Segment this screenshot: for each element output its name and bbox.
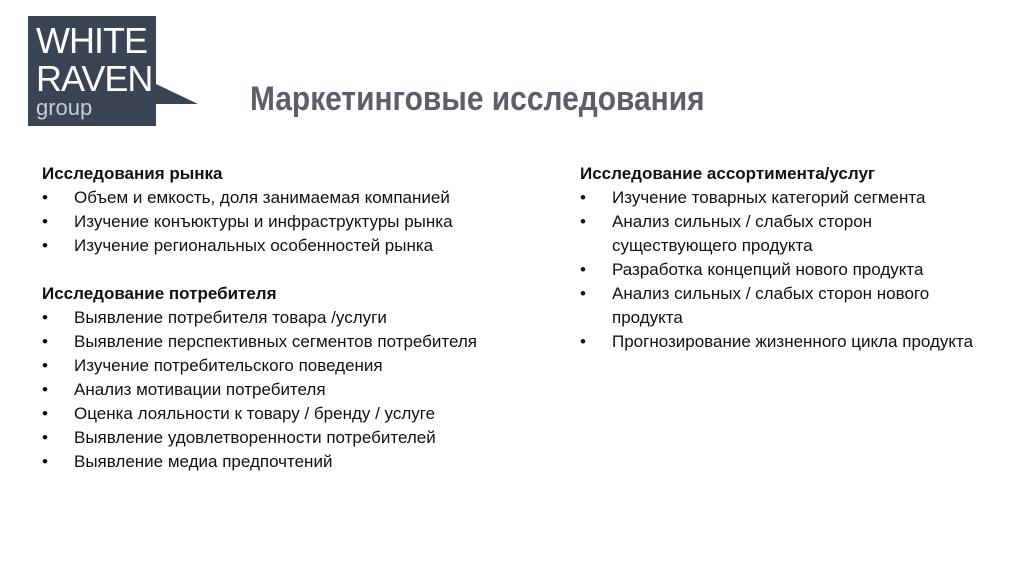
- list-item: [42, 186, 562, 210]
- bullet-marker: •: [580, 332, 586, 351]
- list-item: [42, 378, 562, 402]
- list-item: [42, 402, 562, 426]
- list-item-text: Изучение региональных особенностей рынка: [74, 236, 434, 255]
- list-item: [42, 306, 562, 330]
- section-spacer: [42, 258, 562, 282]
- logo-word-white: WHITE: [36, 20, 147, 61]
- section-heading-consumer: Исследование потребителя: [42, 284, 277, 303]
- bullet-marker: •: [42, 212, 48, 231]
- list-item-text: Выявление потребителя товара /услуги: [74, 308, 387, 327]
- bullet-marker: •: [42, 236, 48, 255]
- logo-word-group: group: [36, 95, 93, 120]
- section-heading-assortment: Исследование ассортимента/услуг: [580, 164, 875, 183]
- list-item-text: Анализ сильных / слабых сторон нового продукта: [612, 284, 930, 327]
- bullet-marker: •: [580, 188, 586, 207]
- left-column: [42, 162, 562, 474]
- list-item-text: Разработка концепций нового продукта: [612, 260, 924, 279]
- list-item: [42, 330, 562, 354]
- bullet-marker: •: [580, 284, 586, 303]
- list-item: [42, 426, 562, 450]
- list-item: [580, 282, 1000, 330]
- bullet-marker: •: [42, 356, 48, 375]
- list-item-text: Прогнозирование жизненного цикла продукта: [612, 332, 974, 351]
- bullet-marker: •: [42, 380, 48, 399]
- bullet-marker: •: [580, 260, 586, 279]
- bullet-marker: •: [42, 404, 48, 423]
- list-item-text: Анализ мотивации потребителя: [74, 380, 326, 399]
- list-item-text: Выявление перспективных сегментов потребителя: [74, 332, 478, 351]
- list-item: [580, 330, 1000, 354]
- consumer-research-list: [42, 306, 562, 474]
- list-item-text: Анализ сильных / слабых сторон существующего продукта: [612, 212, 873, 255]
- bullet-marker: •: [42, 308, 48, 327]
- bullet-marker: •: [42, 188, 48, 207]
- bullet-marker: •: [42, 428, 48, 447]
- page-title: Маркетинговые исследования: [250, 80, 705, 118]
- list-item: [42, 210, 562, 234]
- market-research-list: [42, 186, 562, 258]
- list-item-text: Выявление медиа предпочтений: [74, 452, 333, 471]
- list-item-text: Изучение товарных категорий сегмента: [612, 188, 926, 207]
- list-item-text: Изучение конъюктуры и инфраструктуры рынка: [74, 212, 453, 231]
- list-item: [42, 234, 562, 258]
- list-item: [42, 354, 562, 378]
- list-item-text: Объем и емкость, доля занимаемая компанией: [74, 188, 450, 207]
- list-item-text: Выявление удовлетворенности потребителей: [74, 428, 436, 447]
- white-raven-logo: [28, 16, 198, 126]
- right-column: [580, 162, 1000, 354]
- list-item-text: Изучение потребительского поведения: [74, 356, 383, 375]
- section-heading-market: Исследования рынка: [42, 164, 223, 183]
- logo-word-raven: RAVEN: [36, 58, 153, 99]
- assortment-research-list: [580, 186, 1000, 354]
- bullet-marker: •: [580, 212, 586, 231]
- bullet-marker: •: [42, 332, 48, 351]
- list-item: [42, 450, 562, 474]
- list-item: [580, 258, 1000, 282]
- list-item-text: Оценка лояльности к товару / бренду / услуге: [74, 404, 436, 423]
- list-item: [580, 210, 1000, 258]
- list-item: [580, 186, 1000, 210]
- bullet-marker: •: [42, 452, 48, 471]
